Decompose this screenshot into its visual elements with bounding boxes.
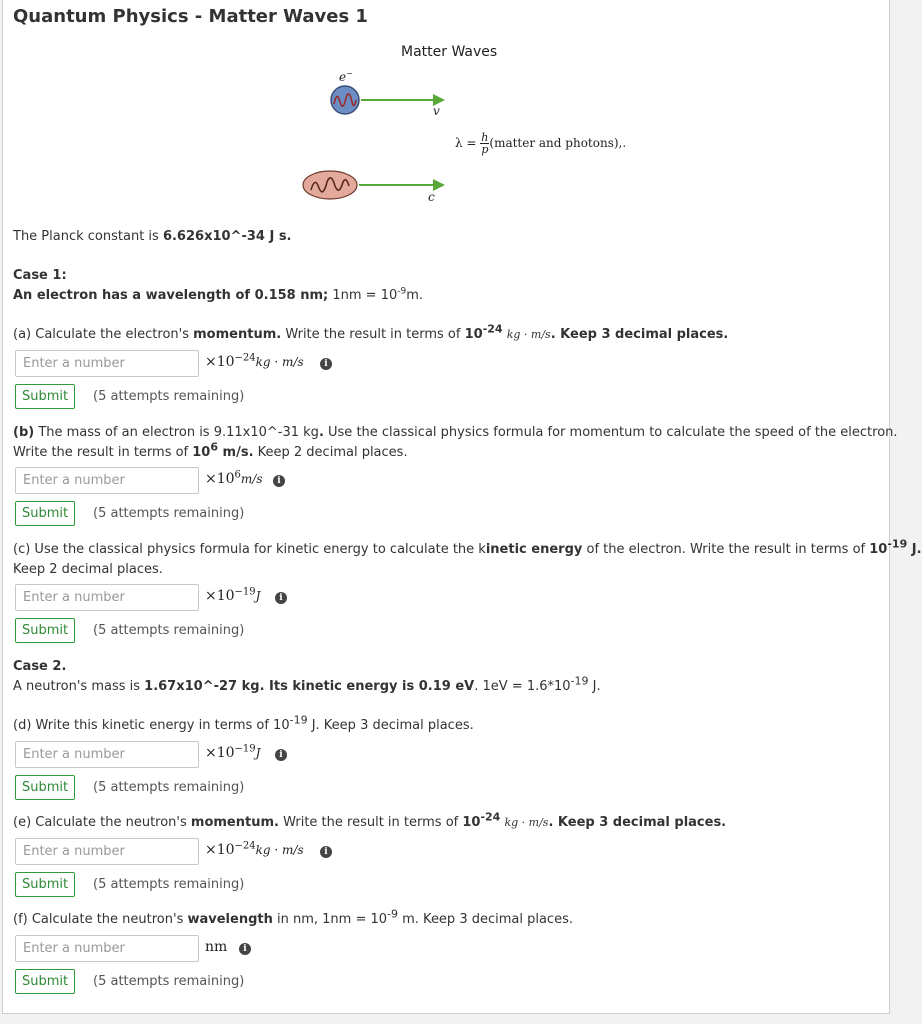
question-a-text: (a) Calculate the electron's momentum. Write the result in terms of $10^{-24}$ kg · m/s. Keep 3 decimal places. [13,322,729,342]
answer-b-unit: $\times 10^6m/s$ [205,469,263,487]
answer-d-unit: $\times 10^{-19}J$ [205,743,261,761]
answer-f-unit: nm [205,939,228,955]
page-title: Quantum Physics - Matter Waves 1 [13,6,368,27]
velocity-label: v [433,104,440,118]
question-c-text-line2: Keep 2 decimal places. [13,562,163,577]
electron-wave-icon [331,86,359,114]
answer-a-input[interactable]: Enter a number [15,350,199,377]
answer-c-input[interactable]: Enter a number [15,584,199,611]
answer-c-unit: $\times 10^{-19}J$ [205,586,261,604]
submit-d-button[interactable]: Submit [15,775,75,800]
info-icon[interactable]: i [273,475,285,487]
question-e-text: (e) Calculate the neutron's momentum. Write the result in terms of $10^{-24}$ kg · m/s. Keep 3 decimal places. [13,810,727,830]
answer-b-input[interactable]: Enter a number [15,467,199,494]
info-icon[interactable]: i [320,846,332,858]
question-b-text-line2: Write the result in terms of $10^6$ m/s. Keep 2 decimal places. [13,440,408,460]
attempts-e-text: (5 attempts remaining) [93,877,245,892]
info-icon[interactable]: i [275,749,287,761]
attempts-c-text: (5 attempts remaining) [93,623,245,638]
case1-heading: Case 1: [13,268,67,283]
answer-d-input[interactable]: Enter a number [15,741,199,768]
attempts-f-text: (5 attempts remaining) [93,974,245,989]
speed-of-light-label: c [428,190,435,204]
de-broglie-formula: λ = $\frac{h}{p}$ (matter and photons),. [455,131,627,156]
answer-a-unit: $\times 10^{-24}kg \cdot m/s$ [205,352,304,370]
attempts-b-text: (5 attempts remaining) [93,506,245,521]
planck-constant-text: The Planck constant is 6.626x10^-34 J s. [13,229,292,244]
figure-title: Matter Waves [401,44,498,60]
question-c-text-line1: (c) Use the classical physics formula for kinetic energy to calculate the kinetic energy of the electron. Write the result in terms of $10^{-19}$ J. [13,537,922,557]
matter-waves-figure [303,82,453,207]
question-f-text: (f) Calculate the neutron's wavelength in nm, $1nm = 10^{-9}$ m. Keep 3 decimal places. [13,907,573,927]
attempts-d-text: (5 attempts remaining) [93,780,245,795]
submit-f-button[interactable]: Submit [15,969,75,994]
question-card [2,0,922,1014]
info-icon[interactable]: i [239,943,251,955]
submit-a-button[interactable]: Submit [15,384,75,409]
submit-b-button[interactable]: Submit [15,501,75,526]
question-d-text: (d) Write this kinetic energy in terms of $10^{-19}$ J. Keep 3 decimal places. [13,713,474,733]
answer-f-input[interactable]: Enter a number [15,935,199,962]
question-b-text-line1: (b) The mass of an electron is 9.11x10^-31 kg. Use the classical physics formula for momentum to calculate the speed of the electron. [13,425,898,440]
case2-heading: Case 2. [13,659,67,674]
info-icon[interactable]: i [275,592,287,604]
electron-label: e− [339,69,353,84]
case1-text: An electron has a wavelength of 0.158 nm; $1nm = 10^{-9}m$. [13,286,424,303]
attempts-a-text: (5 attempts remaining) [93,389,245,404]
case2-text: A neutron's mass is 1.67x10^-27 kg. Its kinetic energy is 0.19 eV. $1eV = 1.6*10^{-19}$ J. [13,674,601,694]
answer-e-input[interactable]: Enter a number [15,838,199,865]
submit-c-button[interactable]: Submit [15,618,75,643]
answer-e-unit: $\times 10^{-24}kg \cdot m/s$ [205,840,304,858]
info-icon[interactable]: i [320,358,332,370]
photon-wave-icon [303,171,357,199]
submit-e-button[interactable]: Submit [15,872,75,897]
